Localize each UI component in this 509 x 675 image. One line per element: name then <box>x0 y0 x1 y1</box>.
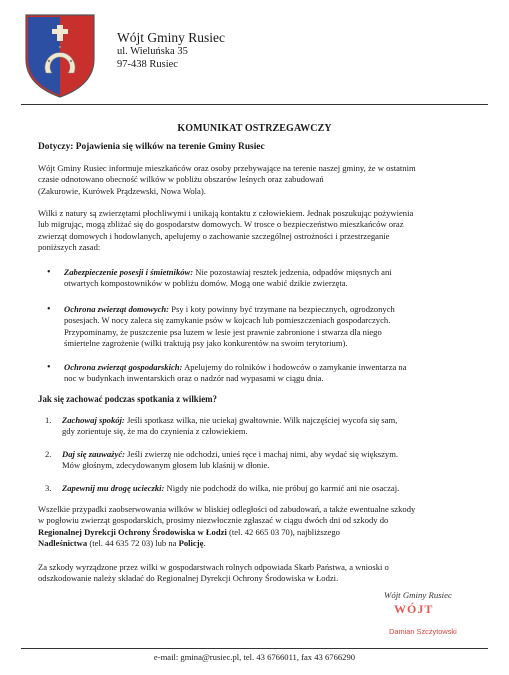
reporting-line: Wszelkie przypadki zaobserwowania wilków w bliskiej odległości od zabudowań, a także ewentualne szkody <box>38 504 416 514</box>
step-text: Jeśli zwierzę nie odchodzi, unieś ręce i machaj nimi, aby wydać się większym. <box>125 449 399 459</box>
police-label: Policję <box>178 537 204 548</box>
rule-text: posesjach. W nocy zaleca się zamykanie psów w kojcach lub pomieszczeniach gospodarczych. <box>64 315 391 326</box>
footer-divider <box>21 648 488 649</box>
step-number: 1. <box>45 415 52 425</box>
rule-list-item <box>64 362 484 385</box>
reporting-paragraph <box>38 504 476 549</box>
rule-text: Apelujemy do rolników i hodowców o zamykanie inwentarza na <box>182 362 407 372</box>
step-heading: Daj się zauważyć: <box>62 449 126 459</box>
header-divider <box>21 104 488 105</box>
caution-line: Wilki z natury są zwierzętami płochliwymi i unikają kontaktu z człowiekiem. Jednak poszukując pożywienia <box>38 208 414 218</box>
rule-text: Psy i koty powinny być trzymane na bezpiecznych, ogrodzonych <box>169 304 395 314</box>
step-text: Nigdy nie podchodź do wilka, nie próbuj go karmić ani nie osaczaj. <box>164 483 400 493</box>
intro-line: (Zakurowie, Kurówek Prądzewski, Nowa Wola). <box>38 185 206 196</box>
step-text: gdy zorientuje się, że ma do czynienia z człowiekiem. <box>62 426 248 437</box>
caution-line: poniższych zasad: <box>38 241 101 252</box>
postal-address: 97-438 Rusiec <box>117 58 178 70</box>
office-name: Wójt Gminy Rusiec <box>117 30 225 45</box>
intro-paragraph <box>38 163 476 197</box>
compensation-line: Za szkody wyrządzone przez wilki w gospodarstwach rolnych odpowiada Skarb Państwa, a wnioski o <box>38 562 389 572</box>
caution-paragraph <box>38 208 476 253</box>
rule-heading: Zabezpieczenie posesji i śmietników: <box>64 267 194 277</box>
sender-header <box>117 30 225 71</box>
step-text: Jeśli spotkasz wilka, nie uciekaj gwałtownie. Wilk najczęściej wycofa się sam, <box>124 415 398 425</box>
period: . <box>203 537 206 548</box>
rule-list-item <box>64 304 484 349</box>
coat-of-arms-icon <box>22 11 98 99</box>
signature-block <box>378 590 478 642</box>
signature-handwriting: Wójt Gminy Rusiec <box>384 590 452 600</box>
intro-line: czasie odnotowano obecność wilków w pobliżu obszarów leśnych oraz zabudowań <box>38 174 324 185</box>
rule-heading: Ochrona zwierząt domowych: <box>64 304 170 314</box>
reporting-line <box>38 538 476 549</box>
forestry-office-name: Nadleśnictwa <box>38 537 88 548</box>
step-text: Mów głośnym, zdecydowanym głosem lub klaśnij w dłonie. <box>62 460 270 471</box>
caution-line: lub migrując, mogą zbliżać się do gospodarstw domowych. W trosce o bezpieczeństwo mieszkańców oraz <box>38 219 404 230</box>
step-item <box>45 483 482 494</box>
intro-line: Wójt Gminy Rusiec informuje mieszkańców oraz osoby przebywające na terenie naszej gminy, że w ostatnim <box>38 163 416 173</box>
step-heading: Zachowaj spokój: <box>62 415 125 425</box>
step-number: 2. <box>45 449 52 459</box>
subject-line: Dotyczy: Pojawienia się wilków na terenie Gminy Rusiec <box>38 142 265 152</box>
stamp-name: Damian Szczytowski <box>389 627 457 636</box>
rdos-name: Regionalnej Dyrekcji Ochrony Środowiska w Łodzi <box>38 526 227 537</box>
compensation-line: odszkodowanie należy składać do Regionalnej Dyrekcji Ochrony Środowiska w Łodzi. <box>38 573 339 584</box>
caution-line: zwierząt domowych i hodowlanych, apelujemy o zachowanie szczególnej ostrożności i przestrzeganie <box>38 230 390 241</box>
rule-heading: Ochrona zwierząt gospodarskich: <box>64 362 183 372</box>
step-number: 3. <box>45 483 52 493</box>
rule-list-item <box>64 267 484 290</box>
stamp-title: WÓJT <box>394 602 434 616</box>
forestry-phone: (tel. 44 635 72 03) lub na <box>87 537 179 548</box>
reporting-line <box>38 527 476 538</box>
rdos-phone: (tel. 42 665 03 70), najbliższego <box>226 526 340 537</box>
reporting-line: w pogłowiu zwierząt gospodarskich, prosimy niezwłocznie zgłaszać w ciągu dwóch dni od szkody do <box>38 515 389 526</box>
rule-text: Przypominamy, że puszczenie psa luzem w lesie jest prawnie zabronione i stwarza dla niego <box>64 326 382 337</box>
step-item <box>45 449 482 472</box>
step-item <box>45 415 482 438</box>
step-heading: Zapewnij mu drogę ucieczki: <box>62 483 165 493</box>
rule-text: noc w budynkach inwentarskich oraz o nadzór nad wypasami w ciągu dnia. <box>64 373 324 384</box>
encounter-heading: Jak się zachować podczas spotkania z wilkiem? <box>38 394 217 404</box>
rule-text: Nie pozostawiaj resztek jedzenia, odpadów mięsnych ani <box>193 267 392 277</box>
compensation-paragraph <box>38 562 476 585</box>
rule-text: śmiertelne zagrożenie (wilki traktują psy jako konkurentów na swoim terytorium). <box>64 337 348 348</box>
rule-text: otwartych kompostowników w pobliżu domów. Mogą one wabić dzikie zwierzęta. <box>64 278 348 289</box>
contact-footer: e-mail: gmina@rusiec.pl, tel. 43 6766011, fax 43 6766290 <box>153 652 356 662</box>
street-address: ul. Wieluńska 35 <box>117 46 188 57</box>
document-title: KOMUNIKAT OSTRZEGAWCZY <box>177 123 332 134</box>
